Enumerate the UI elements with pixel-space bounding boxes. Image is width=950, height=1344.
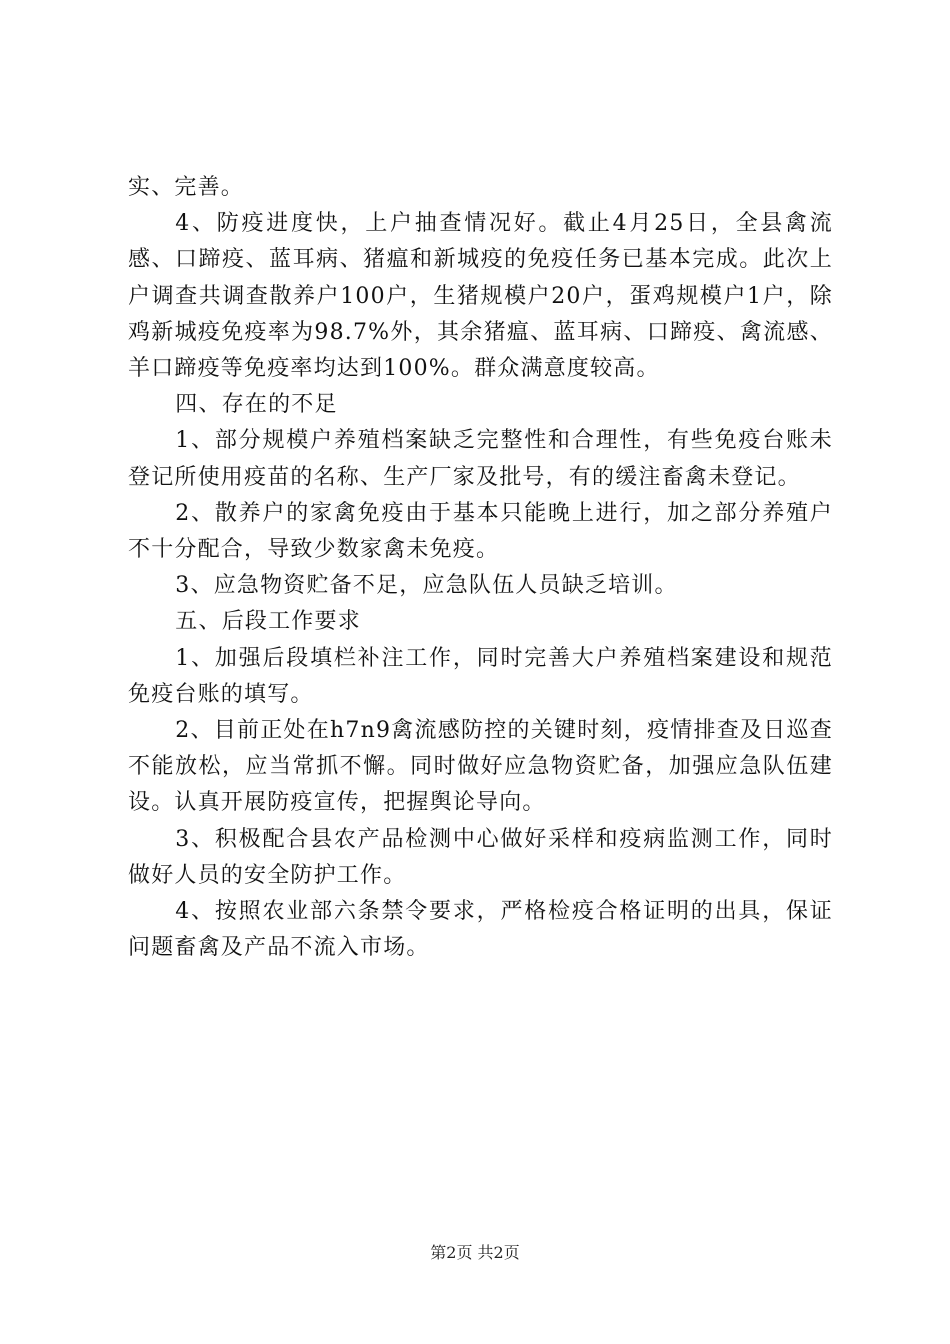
paragraph-requirement-3: 3、积极配合县农产品检测中心做好采样和疫病监测工作，同时做好人员的安全防护工作。 — [128, 826, 833, 888]
paragraph-shortcoming-1: 1、部分规模户养殖档案缺乏完整性和合理性，有些免疫台账未登记所使用疫苗的名称、生产厂家及批号，有的缓注畜禽未登记。 — [128, 428, 833, 490]
document-body — [128, 170, 833, 966]
page-footer: 第2页 共2页 — [430, 1243, 520, 1262]
section-heading-shortcomings: 四、存在的不足 — [175, 392, 338, 418]
paragraph-requirement-4: 4、按照农业部六条禁令要求，严格检疫合格证明的出具，保证问题畜禽及产品不流入市场。 — [128, 899, 833, 961]
paragraph-item-4-progress: 4、防疫进度快，上户抽查情况好。截止4月25日，全县禽流感、口蹄疫、蓝耳病、猪瘟和新城疫的免疫任务已基本完成。此次上户调查共调查散养户100户，生猪规模户20户，蛋鸡规模户1户，除鸡新城疫免疫率为98.7%外，其余猪瘟、蓝耳病、口蹄疫、禽流感、羊口蹄疫等免疫率均达到100%。群众满意度较高。 — [128, 211, 833, 382]
section-heading-requirements: 五、后段工作要求 — [175, 609, 361, 635]
paragraph-continuation: 实、完善。 — [128, 175, 245, 200]
paragraph-shortcoming-2: 2、散养户的家禽免疫由于基本只能晚上进行，加之部分养殖户不十分配合，导致少数家禽未免疫。 — [128, 500, 833, 563]
paragraph-requirement-1: 1、加强后段填栏补注工作，同时完善大户养殖档案建设和规范免疫台账的填写。 — [128, 645, 833, 707]
paragraph-requirement-2: 2、目前正处在h7n9禽流感防控的关键时刻，疫情排查及日巡查不能放松，应当常抓不懈。同时做好应急物资贮备，加强应急队伍建设。认真开展防疫宣传，把握舆论导向。 — [128, 718, 833, 816]
paragraph-shortcoming-3: 3、应急物资贮备不足，应急队伍人员缺乏培训。 — [175, 573, 678, 599]
